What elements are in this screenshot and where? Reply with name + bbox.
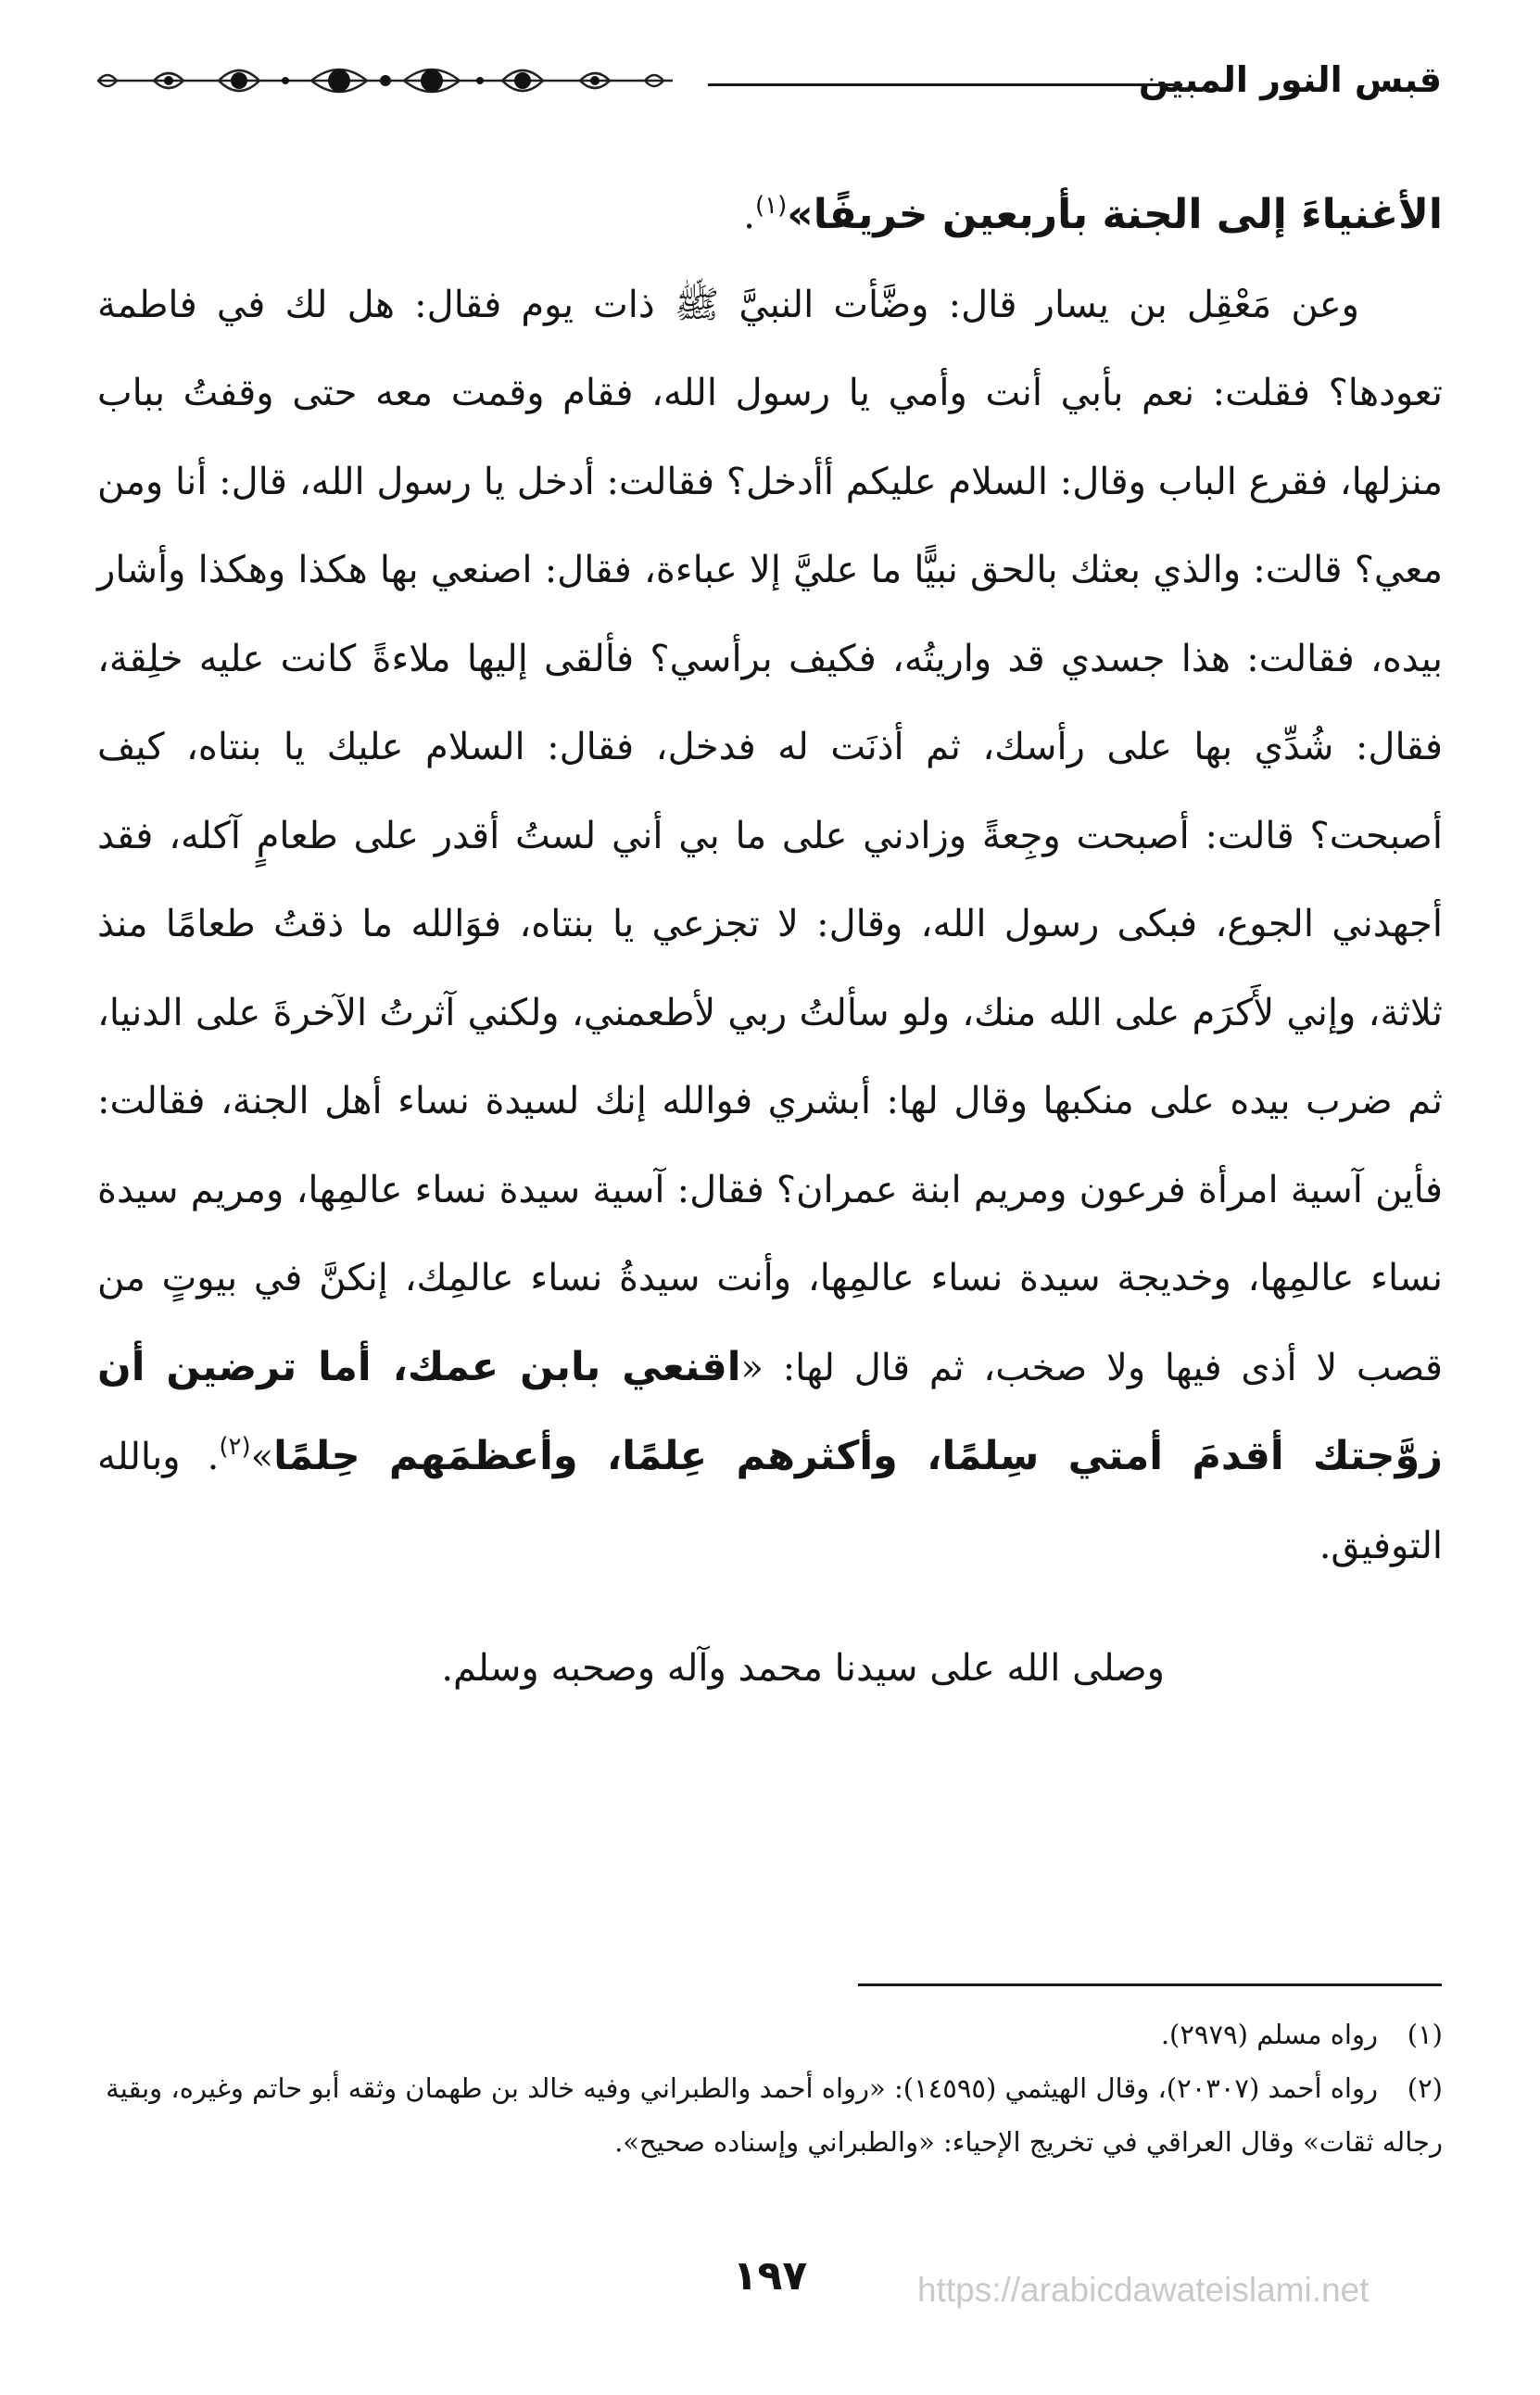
running-title: قبس النور المبين — [1138, 59, 1442, 100]
footnote-text: رواه مسلم (٢٩٧٩). — [1160, 2019, 1378, 2050]
paragraph-text: وعن مَعْقِل بن يسار قال: وضَّأت النبيَّ ﷺ ذات يوم فقال: هل لك في فاطمة تعودها؟ فقلت: نعم بأبي أنت وأمي يا رسول الله، فقام وقمت معه حتى وقفتُ بباب منزلها، فقرع الباب وقال: السلام عليكم أأدخل؟ فقالت: أدخل يا رسول الله، قال: أنا ومن معي؟ قالت: والذي بعثك بالحق نبيًّا ما عليَّ إلا عباءة، فقال: اصنعي بها هكذا وهكذا وأشار بيده، فقالت: هذا جسدي قد واريتُه، فكيف برأسي؟ فألقى إليها ملاءةً كانت عليه خلِقة، فقال: شُدِّي بها على رأسك، ثم أذنَت له فدخل، فقال: السلام عليك يا بنتاه، كيف أصبحت؟ قالت: أصبحت وجِعةً وزادني على ما بي أني لستُ أقدر على طعامٍ آكله، فقد أجهدني الجوع، فبكى رسول الله، وقال: لا تجزعي يا بنتاه، فوَالله ما ذقتُ طعامًا منذ ثلاثة، وإني لأَكرَم على الله منك، ولو سألتُ ربي لأطعمني، ولكني آثرتُ الآخرةَ على الدنيا، ثم ضرب بيده على منكبها وقال لها: أبشري فوالله إنك لسيدة نساء أهل الجنة، فقالت: فأين آسية امرأة فرعون ومريم ابنة عمران؟ فقال: آسية سيدة نساء عالمِها، ومريم سيدة نساء عالمِها، وخديجة سيدة نساء عالمِها، وأنت سيدةُ نساء عالمِك، إنكنَّ في بيوتٍ من قصب لا أذى فيها ولا صخب، ثم قال لها: « — [97, 283, 1443, 1389]
lead-text: الأغنياءَ إلى الجنة بأربعين خريفًا» — [787, 191, 1443, 238]
quote-close: » — [250, 1436, 274, 1478]
closing-line — [97, 1641, 1443, 1696]
paragraph-end: . وبالله التوفيق. — [97, 1436, 1443, 1567]
footnote-ref-2: (٢) — [219, 1433, 251, 1461]
main-paragraph — [97, 261, 1443, 1591]
watermark-url: https://arabicdawateislami.net — [917, 2271, 1370, 2309]
lead-end: . — [743, 195, 756, 237]
footnote-2 — [97, 2061, 1443, 2169]
body-text — [97, 171, 1443, 1590]
footnote-ref-1: (١) — [755, 192, 788, 220]
hadith-quote: اقنعي بابن عمك، أما ترضين أن زوَّجتك أقدمَ أمتي سِلمًا، وأكثرهم عِلمًا، وأعظمَهم حِلمًا — [97, 1343, 1443, 1479]
footnotes — [97, 2008, 1443, 2169]
lead-line — [97, 171, 1443, 261]
closing-text: وصلى الله على سيدنا محمد وآله وصحبه وسلم. — [441, 1647, 1165, 1690]
page-header — [80, 57, 1460, 104]
footnote-number: (١) — [1407, 2019, 1443, 2050]
footnote-number: (٢) — [1407, 2072, 1443, 2104]
header-rule — [708, 83, 1182, 86]
page-number: ١٩٧ — [732, 2252, 808, 2300]
footnote-1 — [97, 2008, 1443, 2061]
footnote-separator — [858, 1983, 1442, 1986]
header-ornament-icon — [80, 57, 691, 104]
footnote-text: رواه أحمد (٢٠٣٠٧)، وقال الهيثمي (١٤٥٩٥): «رواه أحمد والطبراني وفيه خالد بن طهمان وثقه أبو حاتم وغيره، وبقية رجاله ثقات» وقال العراقي في تخريج الإحياء: «والطبراني وإسناده صحيح». — [106, 2072, 1443, 2158]
